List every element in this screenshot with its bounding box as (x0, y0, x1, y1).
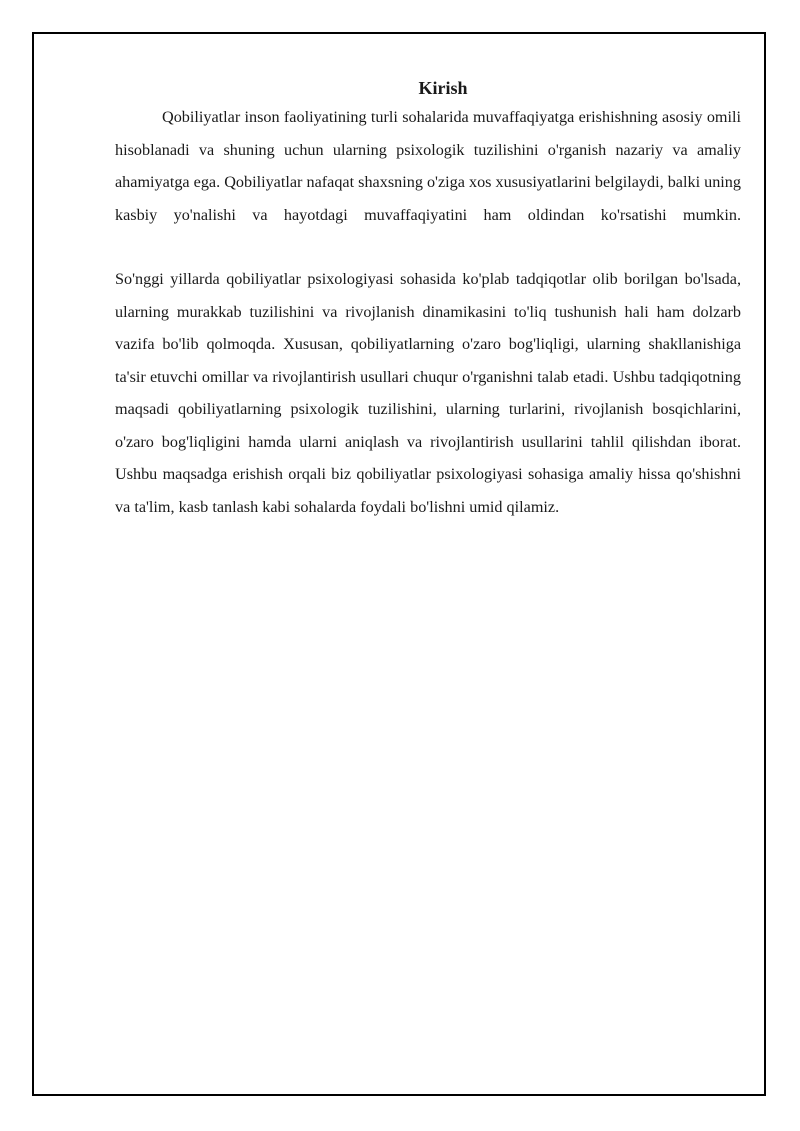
page-title: Kirish (418, 78, 468, 98)
paragraph-intro: Qobiliyatlar inson faoliyatining turli sohalarida muvaffaqiyatga erishishning asosiy omili hisoblanadi va shuning uchun ularning psixologik tuzilishini o'rganish nazariy va amaliy ahamiyatga ega. Qobiliyatlar nafaqat shaxsning o'ziga xos xususiyatlarini belgilaydi, balki uning kasbiy yo'nalishi va hayotdagi muvaffaqiyatini ham oldindan ko'rsatishi mumkin. (115, 108, 741, 224)
paragraph-research-aim: So'nggi yillarda qobiliyatlar psixologiyasi sohasida ko'plab tadqiqotlar olib borilgan bo'lsada, ularning murakkab tuzilishini va rivojlanish dinamikasini to'liq tushunish hali ham dolzarb vazifa bo'lib qolmoqda. Xususan, qobiliyatlarning o'zaro bog'liqligi, ularning shakllanishiga ta'sir etuvchi omillar va rivojlantirish usullari chuqur o'rganishni talab etadi. Ushbu tadqiqotning maqsadi qobiliyatlarning psixologik tuzilishini, ularning turlarini, rivojlanish bosqichlarini, o'zaro bog'liqligini hamda ularni aniqlash va rivojlantirish usullarini tahlil qilishdan iborat. Ushbu maqsadga erishish orqali biz qobiliyatlar psixologiyasi sohasiga amaliy hissa qo'shishni va ta'lim, kasb tanlash kabi sohalarda foydali bo'lishni umid qilamiz. (115, 270, 741, 516)
document-body (115, 76, 741, 523)
